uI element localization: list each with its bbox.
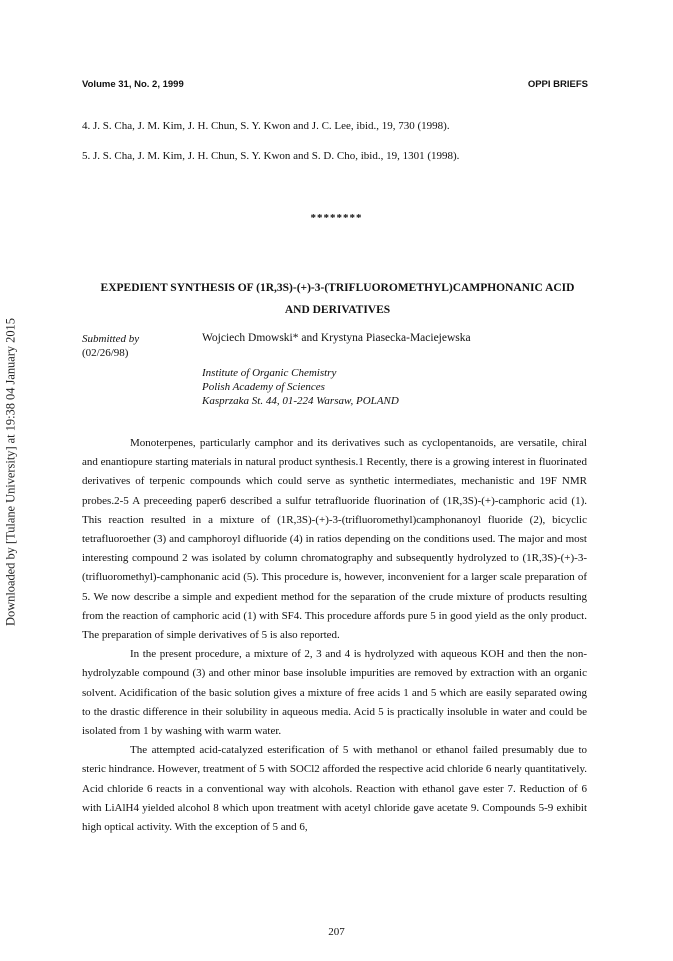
download-notice: Downloaded by [Tulane University] at 19:38 04 January 2015	[3, 318, 18, 626]
section-name: OPPI BRIEFS	[527, 79, 588, 90]
paragraph: Monoterpenes, particularly camphor and its derivatives such as cyclopentanoids, are versatile, chiral and enantiopure starting materials in natural product synthesis.1 Recently, there is a growing interest in fluorinated derivatives of terpenic compounds which could serve as synthetic intermediates, mechanistic and 19F NMR probes.2-5 A preceeding paper6 described a sulfur tetrafluoride fluorination of (1R,3S)-(+)-camphoric acid (1). This reaction resulted in a mixture of (1R,3S)-(+)-3-(trifluoromethyl)camphonanoyl fluoride (2), bicyclic tetrafluoroether (3) and camphoroyl difluoride (4) in ratios depending on the conditions used. The major and most interesting compound 2 was isolated by column chromatography and subsequently hydrolyzed to (1R,3S)-(+)-3-(trifluoromethyl)-camphonanic acid (5). This procedure is, however, inconvenient for a larger scale preparation of 5. We now describe a simple and expedient method for the separation of the crude mixture of products resulting from the reaction of camphoric acid (1) with SF4. This procedure affords pure 5 in good yield as the only product. The preparation of simple derivatives of 5 is also reported.	[82, 437, 587, 642]
running-header	[82, 79, 588, 90]
submitted-label: Submitted by	[82, 333, 140, 345]
download-watermark	[3, 304, 19, 640]
article-title: EXPEDIENT SYNTHESIS OF (1R,3S)-(+)-3-(TRIFLUOROMETHYL)CAMPHONANIC ACID AND DERIVATIVES	[100, 282, 575, 316]
submission-date: (02/26/98)	[82, 347, 129, 359]
affiliation	[202, 366, 399, 408]
article-body	[82, 434, 587, 837]
affiliation-line: Institute of Organic Chemistry	[202, 367, 337, 379]
reference-4: 4. J. S. Cha, J. M. Kim, J. H. Chun, S. Y. Kwon and J. C. Lee, ibid., 19, 730 (1998).	[82, 120, 450, 132]
reference-5: 5. J. S. Cha, J. M. Kim, J. H. Chun, S. Y. Kwon and S. D. Cho, ibid., 19, 1301 (1998).	[82, 150, 460, 162]
affiliation-line: Polish Academy of Sciences	[202, 381, 325, 393]
submission-block	[82, 332, 139, 360]
authors: Wojciech Dmowski* and Krystyna Piasecka-Maciejewska	[202, 332, 471, 344]
paragraph: In the present procedure, a mixture of 2, 3 and 4 is hydrolyzed with aqueous KOH and then the non-hydrolyzable compound (3) and other minor base insoluble impurities are removed by extraction with an organic solvent. Acidification of the basic solution gives a mixture of free acids 1 and 5 which are easily separated owing to the drastic difference in their solubility in aqueous media. Acid 5 is practically insoluble in water and could be isolated from 1 by washing with warm water.	[82, 648, 587, 738]
journal-volume: Volume 31, No. 2, 1999	[82, 79, 184, 90]
section-separator: ********	[310, 212, 363, 224]
page-number: 207	[328, 926, 345, 938]
affiliation-line: Kasprzaka St. 44, 01-224 Warsaw, POLAND	[202, 395, 399, 407]
paragraph: The attempted acid-catalyzed esterification of 5 with methanol or ethanol failed presumably due to steric hindrance. However, treatment of 5 with SOCl2 afforded the respective acid chloride 6 nearly quantitatively. Acid chloride 6 reacts in a conventional way with alcohols. Reaction with ethanol gave ester 7. Reduction of 6 with LiAlH4 yielded alcohol 8 which upon treatment with acetyl chloride gave acetate 9. Compounds 5-9 exhibit high optical activity. With the exception of 5 and 6,	[82, 744, 587, 834]
